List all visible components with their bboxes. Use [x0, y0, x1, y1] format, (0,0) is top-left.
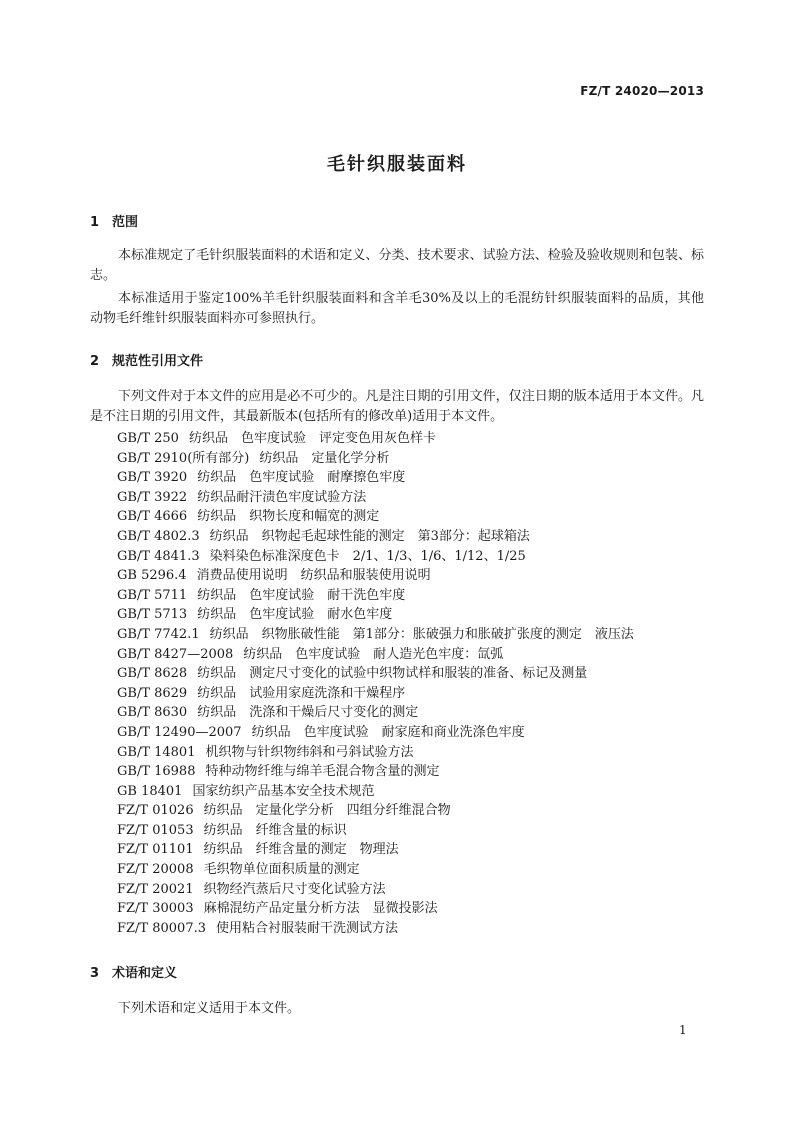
reference-code: GB/T 8628	[117, 666, 188, 682]
reference-code: GB/T 4841.3	[117, 548, 200, 564]
reference-code: GB/T 2910(所有部分)	[117, 450, 250, 466]
reference-item	[117, 743, 634, 763]
section-number: 1	[90, 215, 100, 230]
reference-title: 纺织品 色牢度试验 耐水色牢度	[197, 607, 393, 623]
reference-title: 使用粘合衬服装耐干洗测试方法	[216, 920, 399, 936]
reference-code: GB/T 3920	[117, 470, 188, 486]
section-title: 规范性引用文件	[112, 354, 204, 369]
reference-code: FZ/T 01026	[117, 803, 194, 819]
standard-number: FZ/T 24020—2013	[580, 84, 704, 98]
reference-code: GB/T 5711	[117, 587, 188, 603]
reference-item	[117, 468, 634, 488]
section-2-heading	[90, 350, 203, 369]
reference-item	[117, 860, 634, 880]
reference-code: FZ/T 01053	[117, 822, 194, 838]
reference-code: GB/T 8427—2008	[117, 646, 234, 662]
reference-code: GB 18401	[117, 783, 183, 799]
reference-item	[117, 429, 634, 449]
reference-code: FZ/T 30003	[117, 901, 194, 917]
reference-code: FZ/T 01101	[117, 842, 194, 858]
reference-item	[117, 586, 634, 606]
reference-title: 消费品使用说明 纺织品和服装使用说明	[196, 568, 431, 584]
reference-code: GB/T 7742.1	[117, 626, 200, 642]
reference-item	[117, 919, 634, 939]
reference-title: 纺织品 测定尺寸变化的试验中织物试样和服装的准备、标记及测量	[197, 666, 588, 682]
section-title: 范围	[112, 215, 139, 230]
reference-code: GB/T 4802.3	[117, 528, 200, 544]
reference-item	[117, 840, 634, 860]
reference-title: 纺织品 色牢度试验 耐干洗色牢度	[197, 587, 406, 603]
reference-item	[117, 664, 634, 684]
scope-paragraph-2: 本标准适用于鉴定100%羊毛针织服装面料和含羊毛30%及以上的毛混纺针织服装面料的品质，其他动物毛纤维针织服装面料亦可参照执行。	[90, 291, 704, 326]
reference-item	[117, 723, 634, 743]
reference-item	[117, 527, 634, 547]
reference-code: GB/T 16988	[117, 764, 196, 780]
reference-title: 纺织品 定量化学分析 四组分纤维混合物	[203, 803, 451, 819]
reference-item	[117, 605, 634, 625]
reference-item	[117, 645, 634, 665]
scope-paragraph-1: 本标准规定了毛针织服装面料的术语和定义、分类、技术要求、试验方法、检验及验收规则和包装、标志。	[90, 248, 704, 283]
reference-title: 纺织品 色牢度试验 耐人造光色牢度：氙弧	[243, 646, 504, 662]
reference-item	[117, 821, 634, 841]
reference-item	[117, 899, 634, 919]
reference-item	[117, 488, 634, 508]
section-1-heading	[90, 211, 138, 230]
reference-title: 纺织品 纤维含量的测定 物理法	[203, 842, 399, 858]
reference-title: 国家纺织产品基本安全技术规范	[192, 783, 375, 799]
reference-title: 纺织品耐汗渍色牢度试验方法	[197, 489, 367, 505]
reference-code: GB/T 12490—2007	[117, 724, 242, 740]
section-number: 2	[90, 354, 100, 369]
reference-item	[117, 566, 634, 586]
reference-item	[117, 449, 634, 469]
reference-code: FZ/T 20021	[117, 881, 194, 897]
reference-item	[117, 782, 634, 802]
reference-code: FZ/T 80007.3	[117, 920, 206, 936]
reference-title: 纺织品 织物起毛起球性能的测定 第3部分：起球箱法	[209, 528, 530, 544]
reference-code: GB/T 8629	[117, 685, 188, 701]
reference-item	[117, 762, 634, 782]
reference-title: 纺织品 试验用家庭洗涤和干燥程序	[197, 685, 406, 701]
reference-title: 纺织品 色牢度试验 耐摩擦色牢度	[197, 470, 406, 486]
reference-title: 纺织品 织物胀破性能 第1部分：胀破强力和胀破扩张度的测定 液压法	[209, 626, 634, 642]
reference-item	[117, 507, 634, 527]
reference-title: 纺织品 定量化学分析	[259, 450, 390, 466]
reference-title: 麻棉混纺产品定量分析方法 显微投影法	[203, 901, 438, 917]
reference-code: GB/T 4666	[117, 509, 188, 525]
reference-item	[117, 625, 634, 645]
reference-title: 纺织品 洗涤和干燥后尺寸变化的测定	[197, 705, 419, 721]
reference-title: 纺织品 色牢度试验 耐家庭和商业洗涤色牢度	[251, 724, 525, 740]
reference-item	[117, 801, 634, 821]
reference-code: GB/T 8630	[117, 705, 188, 721]
reference-item	[117, 880, 634, 900]
page-number: 1	[679, 1023, 687, 1037]
reference-code: GB/T 5713	[117, 607, 188, 623]
reference-title: 织物经汽蒸后尺寸变化试验方法	[203, 881, 386, 897]
reference-title: 机织物与针织物纬斜和弓斜试验方法	[205, 744, 414, 760]
reference-code: GB 5296.4	[117, 568, 187, 584]
reference-title: 特种动物纤维与绵羊毛混合物含量的测定	[205, 764, 440, 780]
reference-item	[117, 703, 634, 723]
terms-intro: 下列术语和定义适用于本文件。	[118, 1001, 301, 1016]
reference-item	[117, 684, 634, 704]
reference-item	[117, 547, 634, 567]
section-number: 3	[90, 966, 100, 981]
reference-code: GB/T 250	[117, 431, 179, 446]
reference-title: 毛织物单位面积质量的测定	[203, 862, 360, 878]
reference-title: 染料染色标准深度色卡 2/1、1/3、1/6、1/12、1/25	[209, 548, 526, 564]
reference-code: FZ/T 20008	[117, 862, 194, 878]
normative-intro: 下列文件对于本文件的应用是必不可少的。凡是注日期的引用文件，仅注日期的版本适用于本文件。凡是不注日期的引用文件，其最新版本(包括所有的修改单)适用于本文件。	[90, 389, 704, 424]
reference-list	[117, 429, 634, 938]
document-title: 毛针织服装面料	[327, 154, 467, 175]
reference-title: 纺织品 纤维含量的标识	[203, 822, 347, 838]
reference-code: GB/T 14801	[117, 744, 196, 760]
reference-title: 纺织品 色牢度试验 评定变色用灰色样卡	[188, 431, 436, 446]
section-3-heading	[90, 962, 177, 981]
reference-code: GB/T 3922	[117, 489, 188, 505]
section-title: 术语和定义	[112, 966, 178, 981]
reference-title: 纺织品 织物长度和幅宽的测定	[197, 509, 380, 525]
